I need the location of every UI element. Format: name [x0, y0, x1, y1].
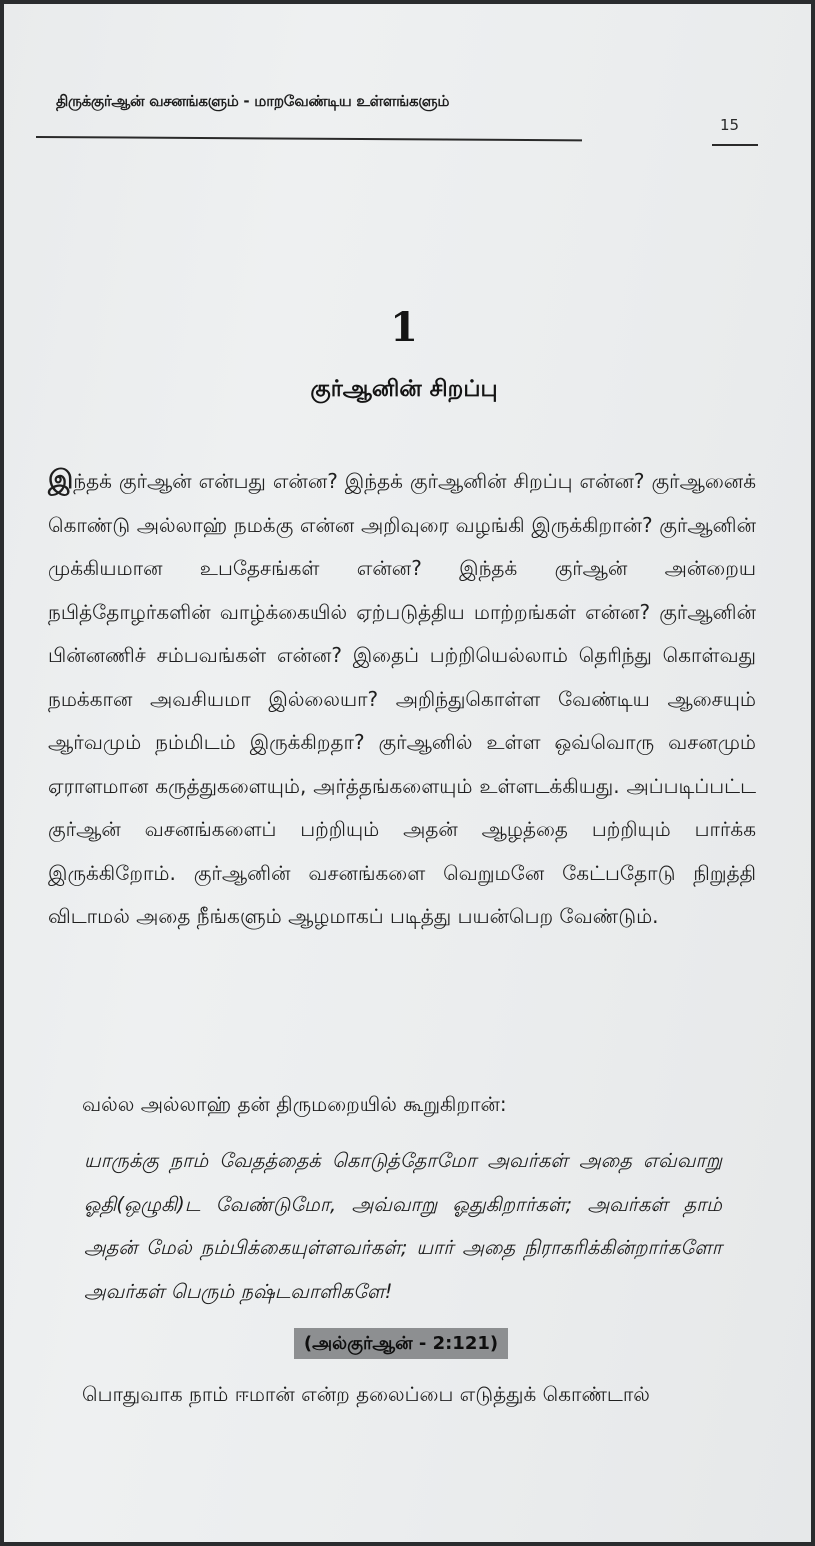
chapter-title: குர்ஆனின் சிறப்பு	[310, 376, 498, 402]
running-header-title: திருக்குர்ஆன் வசனங்களும் - மாறவேண்டிய உள்ளங்களும்	[56, 92, 450, 110]
chapter-number: 1	[390, 304, 418, 351]
book-page	[4, 4, 811, 1542]
quran-verse-quote: யாருக்கு நாம் வேதத்தைக் கொடுத்தோமோ அவர்கள் அதை எவ்வாறு ஓதி(ஒழுகி)ட வேண்டுமோ, அவ்வாறு ஓதுகிறார்கள்; அவர்கள் தாம் அதன் மேல் நம்பிக்கையுள்ளவர்கள்; யார் அதை நிராகரிக்கின்றார்களோ அவர்கள் பெரும் நஷ்டவாளிகளே!	[84, 1149, 722, 1304]
page-number-rule	[712, 144, 758, 146]
body-paragraph-text: ந்தக் குர்ஆன் என்பது என்ன? இந்தக் குர்ஆனின் சிறப்பு என்ன? குர்ஆனைக் கொண்டு அல்லாஹ் நமக்கு என்ன அறிவுரை வழங்கி இருக்கிறான்? குர்ஆனின் முக்கியமான உபதேசங்கள் என்ன? இந்தக் குர்ஆன் அன்றைய நபித்தோழர்களின் வாழ்க்கையில் ஏற்படுத்திய மாற்றங்கள் என்ன? குர்ஆனின் பின்னணிச் சம்பவங்கள் என்ன? இதைப் பற்றியெல்லாம் தெரிந்து கொள்வது நமக்கான அவசியமா இல்லையா? அறிந்துகொள்ள வேண்டிய ஆசையும் ஆர்வமும் நம்மிடம் இருக்கிறதா? குர்ஆனில் உள்ள ஒவ்வொரு வசனமும் ஏராளமான கருத்துகளையும், அர்த்தங்களையும் உள்ளடக்கியது. அப்படிப்பட்ட குர்ஆன் வசனங்களைப் பற்றியும் அதன் ஆழத்தை பற்றியும் பார்க்க இருக்கிறோம். குர்ஆனின் வசனங்களை வெறுமனே கேட்பதோடு நிறுத்தி விடாமல் அதை நீங்களும் ஆழமாகப் படித்து பயன்பெற வேண்டும்.	[48, 469, 756, 928]
page-number: 15	[720, 116, 740, 134]
verse-citation: (அல்குர்ஆன் - 2:121)	[294, 1328, 508, 1359]
drop-cap: இ	[48, 465, 74, 495]
closing-paragraph-line: பொதுவாக நாம் ஈமான் என்ற தலைப்பை எடுத்துக் கொண்டால்	[82, 1382, 650, 1406]
header-rule	[36, 136, 582, 141]
body-paragraph	[48, 459, 756, 939]
quote-intro: வல்ல அல்லாஹ் தன் திருமறையில் கூறுகிறான்:	[82, 1092, 507, 1116]
